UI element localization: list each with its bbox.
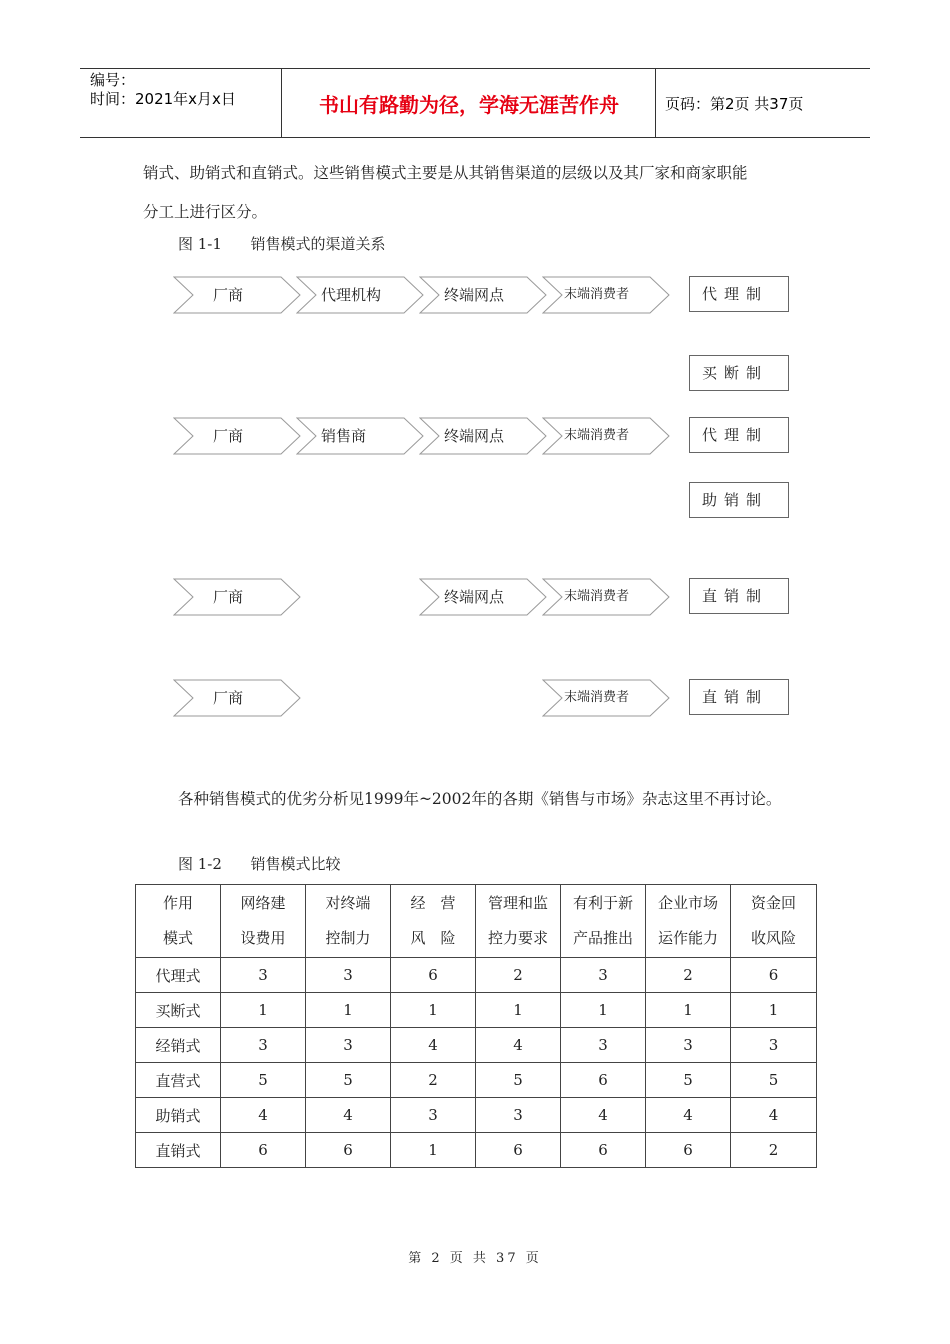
- header-page-number: 页码：第2页 共37页: [665, 94, 804, 113]
- table-header-cell: 有利于新 产品推出: [561, 885, 646, 958]
- table-cell: 1: [646, 993, 731, 1028]
- table-row: [136, 1133, 817, 1168]
- table-cell: 1: [731, 993, 817, 1028]
- table-cell: 6: [731, 958, 817, 993]
- header-motto: 书山有路勤为径，学海无涯苦作舟: [319, 92, 619, 117]
- analysis-paragraph: 各种销售模式的优劣分析见1999年~2002年的各期《销售与市场》杂志这里不再讨论。: [178, 790, 782, 808]
- table-cell: 3: [561, 958, 646, 993]
- table-cell: 1: [391, 1133, 476, 1168]
- table-header-cell: 管理和监 控力要求: [476, 885, 561, 958]
- table-cell: 6: [306, 1133, 391, 1168]
- chevron-label: 末端消费者: [564, 287, 630, 302]
- table-cell: 3: [306, 1028, 391, 1063]
- chevron-label: 终端网点: [444, 427, 505, 445]
- table-cell: 5: [731, 1063, 817, 1098]
- comparison-table: [135, 884, 817, 1168]
- table-cell: 2: [646, 958, 731, 993]
- table-cell: 1: [561, 993, 646, 1028]
- sales-system-box: 助销制: [689, 482, 789, 518]
- chevron-label: 末端消费者: [564, 428, 630, 443]
- table-cell: 6: [561, 1133, 646, 1168]
- chevron-label: 厂商: [213, 427, 244, 445]
- table-cell: 5: [306, 1063, 391, 1098]
- sales-system-box: 直销制: [689, 578, 789, 614]
- table-cell: 4: [476, 1028, 561, 1063]
- figure-caption: 图 1-1 销售模式的渠道关系: [178, 235, 386, 253]
- chevron-consumer: [542, 417, 672, 455]
- table-cell: 4: [306, 1098, 391, 1133]
- chevron-terminal: [419, 578, 549, 616]
- table-cell: 5: [646, 1063, 731, 1098]
- header-divider: [655, 69, 656, 137]
- chevron-consumer: [542, 679, 672, 717]
- sales-system-box: 代理制: [689, 417, 789, 453]
- table-cell: 5: [221, 1063, 306, 1098]
- table-cell: 3: [731, 1028, 817, 1063]
- table-header-row: [136, 885, 817, 958]
- chevron-label: 末端消费者: [564, 589, 630, 604]
- table-cell: 6: [476, 1133, 561, 1168]
- table-row: [136, 993, 817, 1028]
- table-cell: 1: [306, 993, 391, 1028]
- table-cell: 6: [221, 1133, 306, 1168]
- table-header-cell: 对终端 控制力: [306, 885, 391, 958]
- sales-system-box: 直销制: [689, 679, 789, 715]
- table-cell: 直销式: [136, 1133, 221, 1168]
- table-cell: 3: [646, 1028, 731, 1063]
- table-cell: 1: [391, 993, 476, 1028]
- table-row: [136, 1028, 817, 1063]
- chevron-label: 终端网点: [444, 286, 505, 304]
- table-cell: 助销式: [136, 1098, 221, 1133]
- table-row: [136, 1063, 817, 1098]
- sales-system-box: 代理制: [689, 276, 789, 312]
- paragraph-line: 销式、助销式和直销式。这些销售模式主要是从其销售渠道的层级以及其厂家和商家职能: [143, 164, 748, 182]
- page-footer: 第 2 页 共 37 页: [408, 1251, 542, 1266]
- table-cell: 6: [391, 958, 476, 993]
- chevron-label: 厂商: [213, 286, 244, 304]
- table-cell: 3: [476, 1098, 561, 1133]
- table-cell: 直营式: [136, 1063, 221, 1098]
- table-cell: 6: [646, 1133, 731, 1168]
- table-cell: 经销式: [136, 1028, 221, 1063]
- doc-code-label: 编号：: [90, 71, 136, 89]
- table-cell: 4: [221, 1098, 306, 1133]
- chevron-distributor: [296, 417, 426, 455]
- chevron-label: 终端网点: [444, 588, 505, 606]
- table-cell: 3: [221, 1028, 306, 1063]
- table-cell: 4: [391, 1028, 476, 1063]
- table-header-cell: 作用 模式: [136, 885, 221, 958]
- chevron-label: 厂商: [213, 588, 244, 606]
- table-cell: 4: [646, 1098, 731, 1133]
- table-row: [136, 1098, 817, 1133]
- chevron-consumer: [542, 276, 672, 314]
- table-row: [136, 958, 817, 993]
- page-header: [80, 68, 870, 138]
- table-header-cell: 资金回 收风险: [731, 885, 817, 958]
- table-cell: 4: [731, 1098, 817, 1133]
- table-cell: 2: [476, 958, 561, 993]
- table-cell: 代理式: [136, 958, 221, 993]
- chevron-label: 销售商: [321, 427, 367, 445]
- table-cell: 2: [731, 1133, 817, 1168]
- chevron-terminal: [419, 417, 549, 455]
- chevron-label: 代理机构: [321, 286, 382, 304]
- table-cell: 买断式: [136, 993, 221, 1028]
- table-cell: 1: [476, 993, 561, 1028]
- table-cell: 3: [561, 1028, 646, 1063]
- table-cell: 4: [561, 1098, 646, 1133]
- chevron-label: 厂商: [213, 689, 244, 707]
- chevron-manufacturer: [173, 276, 303, 314]
- table-cell: 1: [221, 993, 306, 1028]
- table-header-cell: 网络建 设费用: [221, 885, 306, 958]
- chevron-agency: [296, 276, 426, 314]
- chevron-terminal: [419, 276, 549, 314]
- chevron-manufacturer: [173, 578, 303, 616]
- table-cell: 3: [306, 958, 391, 993]
- table-cell: 5: [476, 1063, 561, 1098]
- doc-time-label: 时间：2021年x月x日: [90, 90, 236, 108]
- paragraph-line: 分工上进行区分。: [143, 203, 268, 221]
- table-cell: 6: [561, 1063, 646, 1098]
- table-header-cell: 经 营 风 险: [391, 885, 476, 958]
- chevron-manufacturer: [173, 679, 303, 717]
- table-header-cell: 企业市场 运作能力: [646, 885, 731, 958]
- chevron-manufacturer: [173, 417, 303, 455]
- figure-caption: 图 1-2 销售模式比较: [178, 855, 341, 873]
- chevron-label: 末端消费者: [564, 690, 630, 705]
- table-cell: 3: [221, 958, 306, 993]
- table-cell: 2: [391, 1063, 476, 1098]
- sales-system-box: 买断制: [689, 355, 789, 391]
- header-divider: [281, 69, 282, 137]
- chevron-consumer: [542, 578, 672, 616]
- table-cell: 3: [391, 1098, 476, 1133]
- header-meta: [90, 71, 236, 109]
